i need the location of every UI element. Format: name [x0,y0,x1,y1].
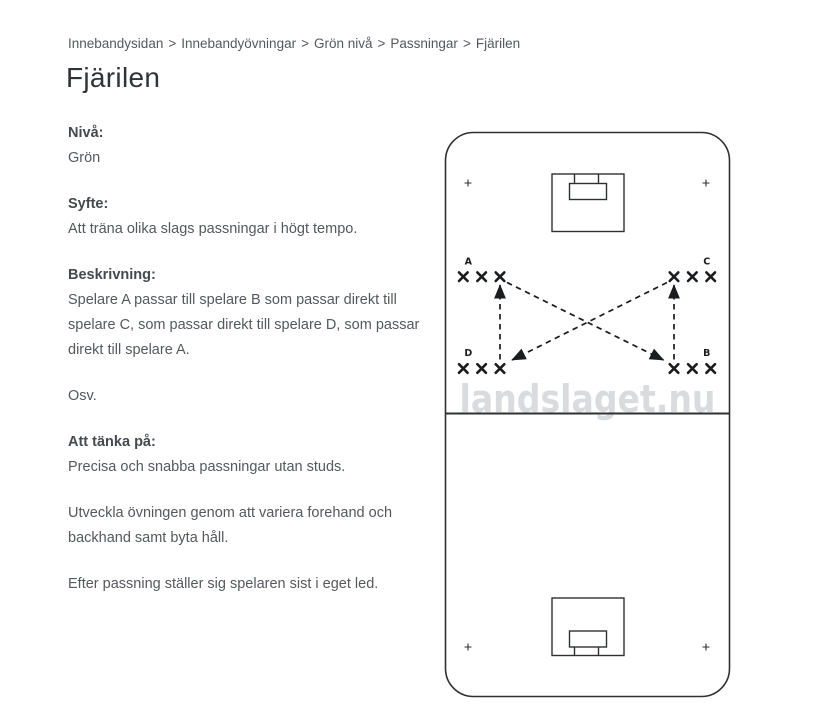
breadcrumb-separator: > [377,36,386,51]
section-text-line: direkt till spelare A. [68,342,190,358]
breadcrumb-item[interactable]: Passningar [390,36,458,51]
section-label: Beskrivning: [68,267,156,283]
exercise-description [68,121,468,618]
breadcrumb-separator: > [168,36,177,51]
breadcrumb-item[interactable]: Innebandysidan [68,36,164,51]
section-text-line: Efter passning ställer sig spelaren sist i eget led. [68,576,379,592]
court-diagram [444,131,731,698]
text-block [68,430,468,480]
text-block [68,263,468,363]
group-label-d: D [464,348,473,359]
section-text-line: Spelare A passar till spelare B som passar direkt till [68,292,397,308]
watermark: landslaget.nu [459,377,716,421]
breadcrumb-item[interactable]: Grön nivå [313,36,373,51]
group-label-c: C [703,256,711,268]
section-label: Nivå: [68,125,104,141]
section-text-line: Utveckla övningen genom att variera forehand och [68,505,393,521]
page-title: Fjärilen [66,62,161,93]
text-block [68,192,468,242]
section-text-line: Precisa och snabba passningar utan studs. [68,459,346,475]
section-text-line: Att träna olika slags passningar i högt tempo. [68,221,358,237]
section-text-line: backhand samt byta håll. [68,530,229,546]
group-label-b: B [703,348,711,359]
text-block [68,121,468,171]
section-label: Syfte: [68,196,109,212]
breadcrumb-separator: > [462,36,471,51]
text-block [68,501,468,551]
breadcrumb-item[interactable]: Innebandyövningar [181,36,297,51]
section-text-line: Osv. [68,388,97,404]
section-text-line: Grön [68,150,101,166]
text-block [68,572,468,597]
group-label-a: A [464,256,472,268]
breadcrumb-item: Fjärilen [475,36,521,51]
section-label: Att tänka på: [68,434,156,450]
text-block [68,384,468,409]
breadcrumb-separator: > [301,36,309,51]
breadcrumb [68,36,520,51]
section-text-line: spelare C, som passar direkt till spelare D, som passar [68,317,420,333]
